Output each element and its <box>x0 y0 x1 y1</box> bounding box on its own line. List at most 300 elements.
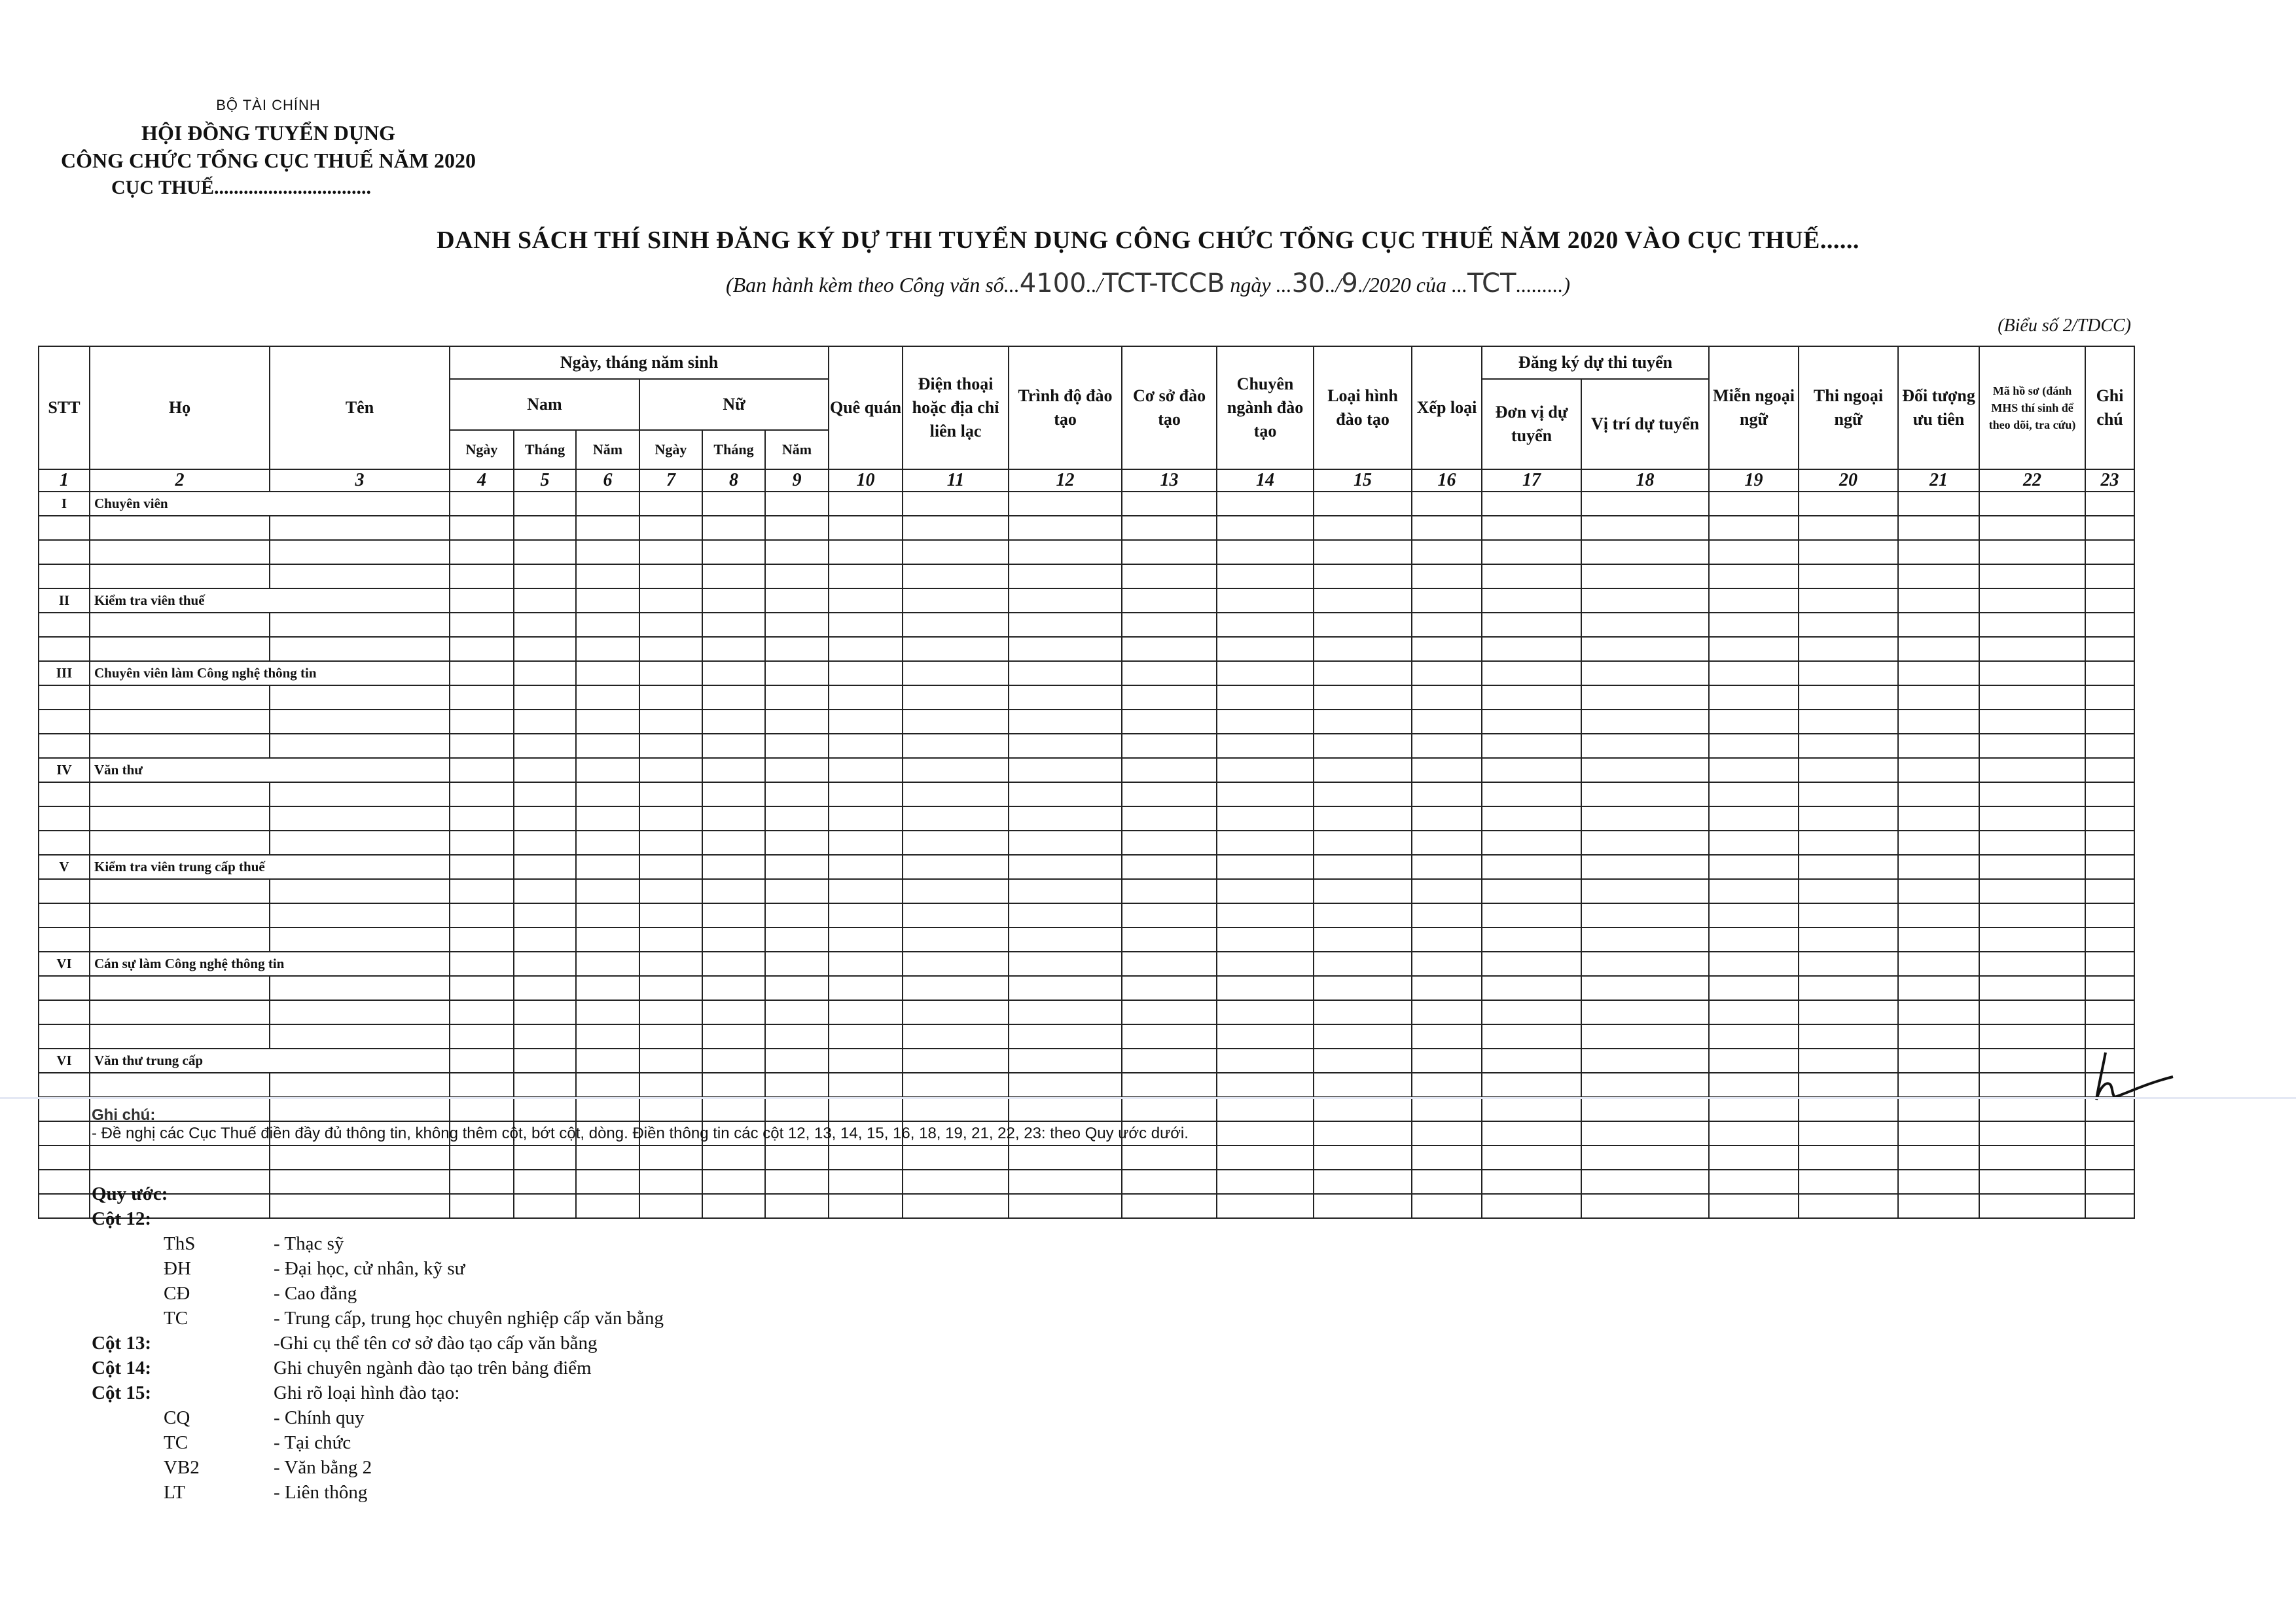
table-cell <box>1122 1145 1217 1170</box>
table-cell <box>1799 855 1898 879</box>
table-cell <box>903 564 1009 588</box>
table-cell <box>765 516 829 540</box>
table-cell <box>765 1145 829 1170</box>
table-cell <box>39 1073 90 1097</box>
table-cell <box>90 806 270 831</box>
table-cell <box>1412 1024 1482 1049</box>
table-cell <box>1217 685 1314 710</box>
col-ten: Tên <box>270 346 450 469</box>
table-cell <box>2085 1194 2134 1218</box>
table-cell <box>1122 952 1217 976</box>
table-cell <box>1314 806 1412 831</box>
subtitle-text: ../ <box>1325 273 1342 297</box>
table-cell <box>1581 734 1709 758</box>
table-cell <box>903 758 1009 782</box>
col-que-quan: Quê quán <box>829 346 903 469</box>
table-cell <box>1412 952 1482 976</box>
table-cell <box>1122 540 1217 564</box>
section-label: Kiểm tra viên trung cấp thuế <box>90 855 450 879</box>
table-cell <box>1898 879 1979 903</box>
table-cell <box>1581 613 1709 637</box>
col-chuyen-nganh: Chuyên ngành đào tạo <box>1217 346 1314 469</box>
table-cell <box>829 758 903 782</box>
table-cell <box>514 492 576 516</box>
table-cell <box>903 806 1009 831</box>
document-title: DANH SÁCH THÍ SINH ĐĂNG KÝ DỰ THI TUYỂN DỤNG CÔNG CHỨC TỔNG CỤC THUẾ NĂM 2020 VÀO CỤC THUẾ...... <box>437 226 1859 254</box>
table-cell <box>1009 1170 1122 1194</box>
table-cell <box>576 976 639 1000</box>
table-cell <box>270 806 450 831</box>
col-trinh-do: Trình độ đào tạo <box>1009 346 1122 469</box>
table-cell <box>639 806 702 831</box>
table-cell <box>514 564 576 588</box>
table-cell <box>1799 879 1898 903</box>
table-cell <box>1122 928 1217 952</box>
table-cell <box>1314 831 1412 855</box>
table-cell <box>1009 806 1122 831</box>
table-cell <box>702 710 765 734</box>
col-number: 1 <box>39 469 90 492</box>
table-cell <box>829 855 903 879</box>
table-cell <box>1217 1073 1314 1097</box>
table-cell <box>2085 831 2134 855</box>
table-cell <box>1709 1024 1799 1049</box>
table-cell <box>1009 734 1122 758</box>
section-label: Kiểm tra viên thuế <box>90 588 450 613</box>
table-cell <box>903 588 1009 613</box>
table-cell <box>639 976 702 1000</box>
table-cell <box>1799 1049 1898 1073</box>
subtitle-text: ../ <box>1086 273 1103 297</box>
handwritten-number: 4100 <box>1019 268 1086 298</box>
table-cell <box>1898 613 1979 637</box>
council-name: HỘI ĐỒNG TUYỂN DỤNG <box>141 121 395 145</box>
table-cell <box>829 1073 903 1097</box>
table-cell <box>1314 1000 1412 1024</box>
table-cell <box>1217 710 1314 734</box>
table-cell <box>903 879 1009 903</box>
table-cell <box>903 1194 1009 1218</box>
table-cell <box>702 903 765 928</box>
subtitle-text: .........) <box>1516 273 1571 297</box>
table-cell <box>2085 637 2134 661</box>
table-cell <box>1581 516 1709 540</box>
rule-code: TC <box>164 1308 188 1329</box>
table-cell <box>1122 492 1217 516</box>
table-cell <box>1314 1073 1412 1097</box>
table-cell <box>450 661 514 685</box>
table-cell <box>829 710 903 734</box>
table-cell <box>903 734 1009 758</box>
table-cell <box>1482 928 1581 952</box>
table-cell <box>1581 952 1709 976</box>
col-ho: Họ <box>90 346 270 469</box>
table-cell <box>1979 588 2085 613</box>
table-cell <box>1979 1194 2085 1218</box>
table-cell <box>1799 758 1898 782</box>
table-cell <box>903 613 1009 637</box>
col-co-so: Cơ sở đào tạo <box>1122 346 1217 469</box>
table-cell <box>903 1145 1009 1170</box>
table-cell <box>1314 540 1412 564</box>
ministry-name: BỘ TÀI CHÍNH <box>216 97 321 113</box>
notes-text: - Đề nghị các Cục Thuế điền đầy đủ thông tin, không thêm cột, bớt cột, dòng. Điền thông tin các cột 12, 13, 14, 15, 16, 18, 19, 21, 22, 23: theo Quy ước dưới. <box>92 1125 1189 1142</box>
handwritten-day: 30 <box>1291 268 1325 298</box>
col-loai-hinh: Loại hình đào tạo <box>1314 346 1412 469</box>
table-cell <box>829 976 903 1000</box>
table-cell <box>2085 710 2134 734</box>
table-cell <box>903 540 1009 564</box>
table-cell <box>2085 1000 2134 1024</box>
table-cell <box>514 613 576 637</box>
table-cell <box>1709 1073 1799 1097</box>
table-cell <box>90 1145 270 1170</box>
table-cell <box>1581 976 1709 1000</box>
col-male-month: Tháng <box>514 430 576 469</box>
table-cell <box>1314 928 1412 952</box>
table-cell <box>1979 734 2085 758</box>
table-cell <box>1979 1073 2085 1097</box>
table-cell <box>2085 782 2134 806</box>
table-cell <box>1412 903 1482 928</box>
table-cell <box>576 637 639 661</box>
table-cell <box>1709 952 1799 976</box>
table-cell <box>514 806 576 831</box>
table-cell <box>1482 782 1581 806</box>
table-cell <box>514 879 576 903</box>
table-cell <box>765 661 829 685</box>
table-cell <box>639 1000 702 1024</box>
table-cell <box>1979 492 2085 516</box>
issuer-header <box>39 92 497 202</box>
table-cell <box>639 637 702 661</box>
table-cell <box>1482 806 1581 831</box>
col-number: 20 <box>1799 469 1898 492</box>
table-cell <box>829 1170 903 1194</box>
table-cell <box>1898 1097 1979 1121</box>
table-cell <box>829 1024 903 1049</box>
table-cell <box>270 516 450 540</box>
table-cell <box>1979 1145 2085 1170</box>
table-cell <box>1412 1097 1482 1121</box>
table-cell <box>765 831 829 855</box>
rule-col-label: Cột 14: <box>92 1358 152 1379</box>
section-row <box>39 492 2134 516</box>
table-cell <box>765 903 829 928</box>
table-cell <box>1217 976 1314 1000</box>
document-subtitle <box>0 268 2296 298</box>
table-cell <box>1979 1024 2085 1049</box>
table-cell <box>514 710 576 734</box>
table-cell <box>1898 588 1979 613</box>
table-cell <box>1709 879 1799 903</box>
table-cell <box>1898 1170 1979 1194</box>
table-cell <box>765 734 829 758</box>
rule-code: VB2 <box>164 1457 200 1478</box>
table-cell <box>1581 661 1709 685</box>
table-cell <box>829 1194 903 1218</box>
col-number: 21 <box>1898 469 1979 492</box>
table-cell <box>1482 516 1581 540</box>
table-cell <box>702 806 765 831</box>
col-number: 2 <box>90 469 270 492</box>
table-cell <box>1799 588 1898 613</box>
table-cell <box>1009 540 1122 564</box>
table-cell <box>765 1000 829 1024</box>
table-cell <box>39 1024 90 1049</box>
table-cell <box>1217 661 1314 685</box>
table-cell <box>765 976 829 1000</box>
table-cell <box>270 1000 450 1024</box>
table-cell <box>765 1073 829 1097</box>
col-number: 6 <box>576 469 639 492</box>
table-cell <box>1482 879 1581 903</box>
table-cell <box>1412 516 1482 540</box>
table-cell <box>1009 831 1122 855</box>
notes-block <box>92 1106 1189 1143</box>
table-cell <box>1799 903 1898 928</box>
table-cell <box>1709 782 1799 806</box>
table-cell <box>903 831 1009 855</box>
table-cell <box>2085 588 2134 613</box>
table-cell <box>702 685 765 710</box>
section-row <box>39 758 2134 782</box>
table-cell <box>765 1049 829 1073</box>
table-cell <box>514 1073 576 1097</box>
table-cell <box>829 952 903 976</box>
table-cell <box>450 710 514 734</box>
table-cell <box>639 685 702 710</box>
section-number: VI <box>39 1049 90 1073</box>
table-cell <box>829 540 903 564</box>
table-cell <box>1482 1073 1581 1097</box>
table-cell <box>450 516 514 540</box>
col-number: 19 <box>1709 469 1799 492</box>
table-cell <box>514 1024 576 1049</box>
table-cell <box>1581 540 1709 564</box>
table-cell <box>1898 758 1979 782</box>
candidate-table <box>38 346 2135 1219</box>
table-cell <box>1009 588 1122 613</box>
section-row <box>39 952 2134 976</box>
table-cell <box>1217 903 1314 928</box>
table-cell <box>450 855 514 879</box>
col-number: 5 <box>514 469 576 492</box>
col-dang-ky-group: Đăng ký dự thi tuyển <box>1482 346 1709 379</box>
table-cell <box>639 1145 702 1170</box>
table-cell <box>1217 492 1314 516</box>
table-cell <box>639 782 702 806</box>
table-cell <box>1799 540 1898 564</box>
conventions-title: Quy ước: <box>92 1183 168 1204</box>
rule-code: CQ <box>164 1407 190 1428</box>
rule-code: ĐH <box>164 1258 191 1279</box>
table-cell <box>903 952 1009 976</box>
table-cell <box>1581 564 1709 588</box>
table-cell <box>702 613 765 637</box>
table-cell <box>829 685 903 710</box>
rule-item <box>92 1480 664 1505</box>
rule-desc: - Tại chức <box>274 1432 351 1453</box>
table-cell <box>1979 1170 2085 1194</box>
col-doi-tuong: Đối tượng ưu tiên <box>1898 346 1979 469</box>
table-cell <box>1898 782 1979 806</box>
table-cell <box>1009 710 1122 734</box>
table-cell <box>1979 685 2085 710</box>
table-cell <box>702 879 765 903</box>
table-cell <box>1581 1097 1709 1121</box>
section-label: Văn thư <box>90 758 450 782</box>
table-cell <box>1009 782 1122 806</box>
table-cell <box>1709 661 1799 685</box>
col-female: Nữ <box>639 379 829 430</box>
table-cell <box>1217 1097 1314 1121</box>
table-cell <box>1581 1170 1709 1194</box>
table-cell <box>1709 685 1799 710</box>
table-cell <box>639 516 702 540</box>
table-cell <box>1799 976 1898 1000</box>
table-cell <box>1314 685 1412 710</box>
table-cell <box>1009 976 1122 1000</box>
table-cell <box>576 1145 639 1170</box>
table-cell <box>1482 661 1581 685</box>
table-cell <box>1122 1194 1217 1218</box>
table-cell <box>1482 952 1581 976</box>
table-cell <box>702 734 765 758</box>
table-cell <box>1581 492 1709 516</box>
section-number: VI <box>39 952 90 976</box>
rule-desc: - Liên thông <box>274 1482 368 1503</box>
table-cell <box>39 734 90 758</box>
table-cell <box>576 710 639 734</box>
col-male-day: Ngày <box>450 430 514 469</box>
table-cell <box>1482 540 1581 564</box>
table-cell <box>639 1073 702 1097</box>
table-cell <box>39 710 90 734</box>
table-cell <box>1122 516 1217 540</box>
rule-item <box>92 1306 664 1331</box>
col-number: 15 <box>1314 469 1412 492</box>
table-cell <box>1482 903 1581 928</box>
table-cell <box>765 1194 829 1218</box>
table-cell <box>639 1024 702 1049</box>
table-cell <box>450 540 514 564</box>
table-cell <box>1799 685 1898 710</box>
table-cell <box>1799 831 1898 855</box>
table-cell <box>1581 855 1709 879</box>
subtitle-text: ngày ... <box>1225 273 1292 297</box>
table-cell <box>1709 928 1799 952</box>
table-cell <box>1898 1073 1979 1097</box>
table-cell <box>1709 1097 1799 1121</box>
table-cell <box>90 1024 270 1049</box>
table-cell <box>765 928 829 952</box>
section-number: V <box>39 855 90 879</box>
table-cell <box>1898 564 1979 588</box>
table-cell <box>1709 613 1799 637</box>
table-cell <box>1009 492 1122 516</box>
table-cell <box>1979 782 2085 806</box>
table-cell <box>1009 758 1122 782</box>
table-cell <box>639 613 702 637</box>
col-ghi-chu: Ghi chú <box>2085 346 2134 469</box>
table-cell <box>1122 1024 1217 1049</box>
table-cell <box>1482 758 1581 782</box>
table-cell <box>1799 952 1898 976</box>
table-cell <box>1709 1121 1799 1145</box>
column-number-row <box>39 469 2134 492</box>
table-cell <box>576 806 639 831</box>
table-cell <box>2085 903 2134 928</box>
table-cell <box>639 540 702 564</box>
table-cell <box>1482 564 1581 588</box>
table-cell <box>1581 1049 1709 1073</box>
table-cell <box>1898 976 1979 1000</box>
table-cell <box>514 1049 576 1073</box>
table-cell <box>903 710 1009 734</box>
table-cell <box>576 734 639 758</box>
table-cell <box>702 637 765 661</box>
table-cell <box>1482 1049 1581 1073</box>
table-cell <box>1979 516 2085 540</box>
handwritten-month: 9 <box>1341 268 1358 298</box>
rule-desc: - Chính quy <box>274 1407 365 1428</box>
table-cell <box>1709 492 1799 516</box>
table-cell <box>1709 734 1799 758</box>
section-row <box>39 588 2134 613</box>
table-cell <box>1314 1145 1412 1170</box>
table-cell <box>829 564 903 588</box>
table-cell <box>1122 879 1217 903</box>
table-cell <box>576 492 639 516</box>
table-cell <box>1898 516 1979 540</box>
table-cell <box>702 540 765 564</box>
rule-desc: Ghi chuyên ngành đào tạo trên bảng điểm <box>274 1358 592 1379</box>
exam-name: CÔNG CHỨC TỔNG CỤC THUẾ NĂM 2020 <box>60 149 476 172</box>
table-cell <box>1979 879 2085 903</box>
table-cell <box>1898 806 1979 831</box>
table-cell <box>1009 855 1122 879</box>
table-cell <box>2085 516 2134 540</box>
table-cell <box>765 952 829 976</box>
table-cell <box>1709 516 1799 540</box>
table-cell <box>1898 637 1979 661</box>
table-cell <box>903 1024 1009 1049</box>
table-cell <box>1482 976 1581 1000</box>
table-cell <box>1799 734 1898 758</box>
col-vi-tri: Vị trí dự tuyển <box>1581 379 1709 469</box>
table-cell <box>1412 1000 1482 1024</box>
table-cell <box>1122 1049 1217 1073</box>
table-cell <box>450 952 514 976</box>
table-cell <box>90 1000 270 1024</box>
table-cell <box>829 637 903 661</box>
table-cell <box>1122 710 1217 734</box>
table-cell <box>702 1073 765 1097</box>
col-female-month: Tháng <box>702 430 765 469</box>
table-cell <box>270 928 450 952</box>
table-cell <box>639 831 702 855</box>
form-code: (Biểu số 2/TDCC) <box>1998 315 2131 336</box>
table-cell <box>1412 976 1482 1000</box>
table-cell <box>1709 1145 1799 1170</box>
table-cell <box>1217 1145 1314 1170</box>
table-cell <box>576 952 639 976</box>
table-cell <box>702 1000 765 1024</box>
table-row <box>39 516 2134 540</box>
table-cell <box>1217 1121 1314 1145</box>
rule-desc: -Ghi cụ thể tên cơ sở đào tạo cấp văn bằng <box>274 1333 598 1354</box>
